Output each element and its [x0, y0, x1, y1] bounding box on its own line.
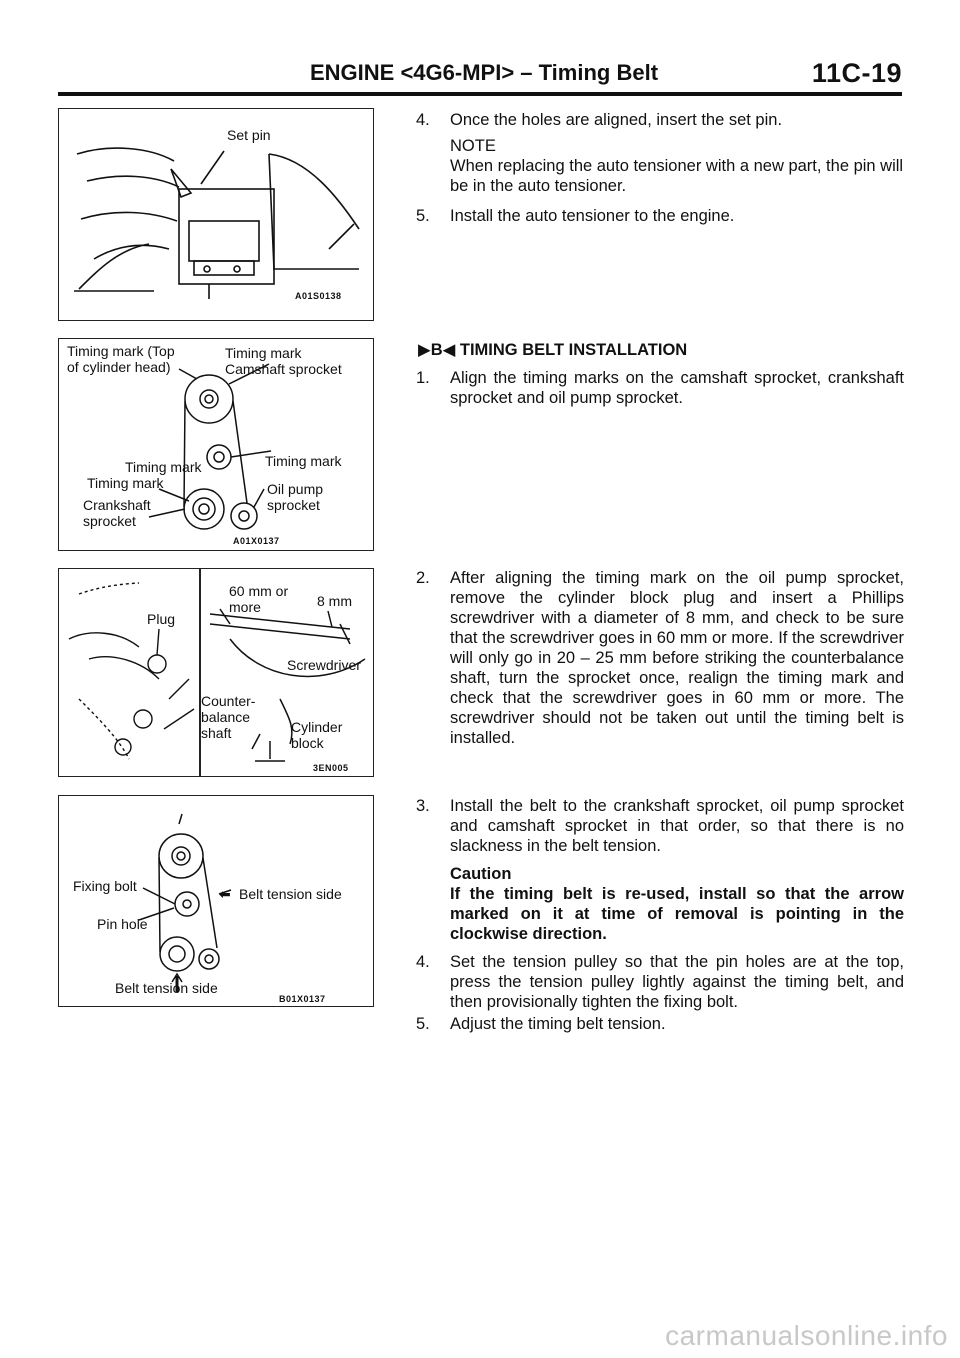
figure-screwdriver-check: [58, 568, 374, 777]
step-text: Set the tension pulley so that the pin holes are at the top, press the tension pulley lightly against the timing belt, and then provisionally tighten the fixing bolt.: [450, 953, 904, 1011]
figure-set-pin: [58, 108, 374, 321]
page-header: [58, 60, 902, 90]
step-text: Align the timing marks on the camshaft sprocket, crankshaft sprocket and oil pump sprocket.: [450, 369, 904, 407]
figure-code: A01S0138: [295, 291, 342, 301]
watermark: carmanualsonline.info: [665, 1320, 948, 1351]
label-timing-mark-camshaft: Timing mark Camshaft sprocket: [225, 345, 342, 377]
label-set-pin: Set pin: [227, 127, 271, 143]
label-pin-hole: Pin hole: [97, 916, 148, 932]
section-timing-belt-step1: [416, 368, 904, 418]
figure-timing-marks: [58, 338, 374, 551]
step-number: 2.: [416, 569, 430, 587]
label-plug: Plug: [147, 611, 176, 627]
label-60mm-or-more: 60 mm or more: [229, 583, 289, 615]
label-timing-mark-left-2: Timing mark: [87, 475, 164, 491]
label-screwdriver: Screwdriver: [287, 657, 361, 673]
step-number: 1.: [416, 369, 430, 387]
step-number: 4.: [416, 953, 430, 971]
section-timing-belt-step3-5: [416, 796, 904, 1044]
section-title-text: TIMING BELT INSTALLATION: [459, 341, 688, 359]
step-number: 5.: [416, 1015, 430, 1033]
note-text: When replacing the auto tensioner with a new part, the pin will be in the auto tensioner.: [450, 157, 904, 195]
figure-code: 3EN005: [313, 763, 349, 773]
page-title: ENGINE <4G6-MPI> – Timing Belt: [310, 60, 659, 85]
step-3: [416, 796, 904, 856]
label-belt-tension-side-right: Belt tension side: [239, 886, 342, 902]
header-rule: [58, 92, 902, 96]
step-4: [416, 952, 904, 1012]
step-5: [416, 1014, 904, 1034]
label-oil-pump-sprocket: Oil pump sprocket: [267, 481, 324, 513]
note-label: NOTE: [450, 137, 496, 155]
step-text: Install the belt to the crankshaft sprocket, oil pump sprocket and camshaft sprocket in that order, so that there is no slackness in the belt tension.: [450, 797, 904, 855]
section-timing-belt-step2: [416, 568, 904, 758]
step-text: Install the auto tensioner to the engine.: [450, 207, 735, 225]
step-number: 4.: [416, 111, 430, 129]
step-2: [416, 568, 904, 748]
figure-code: A01X0137: [233, 536, 280, 546]
label-timing-mark-right: Timing mark: [265, 453, 342, 469]
plug-location-illustration: [59, 569, 199, 776]
step-number: 5.: [416, 207, 430, 225]
label-timing-mark-left-1: Timing mark: [125, 459, 202, 475]
step-text: After aligning the timing mark on the oil pump sprocket, remove the cylinder block plug and insert a Phillips screwdriver with a diameter of 8 mm, and check to be sure that the screwdriver goes in 60 mm or more. If the screwdriver will only go in 20 – 25 mm before striking the counterbalance shaft, turn the sprocket once, realign the timing mark and check that the screwdriver goes in 60 mm or more. The screwdriver should not be taken out until the timing belt is installed.: [450, 569, 904, 747]
step-1: [416, 368, 904, 408]
section-title: [418, 340, 687, 360]
figure-belt-tension: [58, 795, 374, 1007]
caution-label: Caution: [450, 865, 512, 883]
label-crankshaft-sprocket: Crankshaft sprocket: [83, 497, 151, 529]
label-timing-mark-top: Timing mark (Top of cylinder head): [67, 343, 175, 375]
section-auto-tensioner: [416, 110, 904, 236]
step-text: Adjust the timing belt tension.: [450, 1015, 666, 1033]
section-marker: ▶B◀: [418, 341, 456, 359]
label-counterbalance-shaft: Counter- balance shaft: [201, 693, 256, 741]
step-text: Once the holes are aligned, insert the set pin.: [450, 111, 783, 129]
step-5: [416, 206, 904, 226]
caution-text: If the timing belt is re-used, install so that the arrow marked on it at time of removal is pointing in the clockwise direction.: [450, 885, 904, 943]
set-pin-illustration: [59, 109, 373, 320]
label-cylinder-block: Cylinder block: [291, 719, 343, 751]
label-belt-tension-side-bottom: Belt tension side: [115, 980, 218, 996]
step-4: [416, 110, 904, 130]
page-number: 11C-19: [811, 58, 902, 88]
figure-code: B01X0137: [279, 994, 326, 1004]
label-8mm: 8 mm: [317, 593, 352, 609]
step-number: 3.: [416, 797, 430, 815]
arrow-icon: ⬅: [219, 886, 231, 902]
label-fixing-bolt: Fixing bolt: [73, 878, 137, 894]
